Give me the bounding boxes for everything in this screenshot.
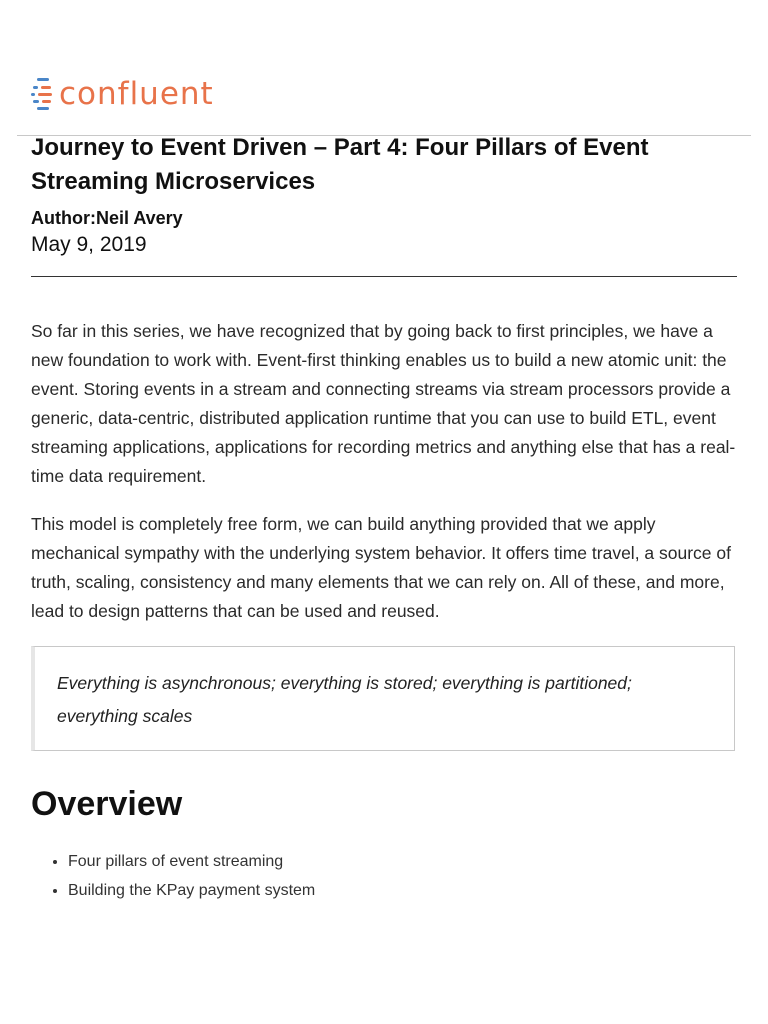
confluent-logo[interactable] <box>31 74 214 114</box>
list-item: • Four pillars of event streaming <box>68 847 315 876</box>
article-author: Author:Neil Avery <box>31 208 183 228</box>
body-paragraph: So far in this series, we have recognized that by going back to first principles, we have a new foundation to work with. Event-first thinking enables us to build a new atomic unit: the event. Storing events in a stream and connecting streams via stream processors provide a generic, data-centric, distributed application runtime that you can use to build ETL, event streaming applications, applications for recording metrics and anything else that has a real-time data requirement. <box>31 321 736 486</box>
confluent-logo-text: confluent <box>59 76 214 112</box>
list-item: • Building the KPay payment system <box>68 876 315 905</box>
meta-divider <box>31 276 737 277</box>
body-paragraph: This model is completely free form, we can build anything provided that we apply mechanical sympathy with the underlying system behavior. It offers time travel, a source of truth, scaling, consistency and many elements that we can rely on. All of these, and more, lead to design patterns that can be used and reused. <box>31 514 731 621</box>
blockquote <box>31 646 735 751</box>
section-heading-overview: Overview <box>31 785 183 823</box>
confluent-logo-mark-icon <box>31 74 55 114</box>
blockquote-text: Everything is asynchronous; everything is stored; everything is partitioned; everything scales <box>57 673 632 726</box>
overview-list <box>48 847 315 905</box>
article-title: Journey to Event Driven – Part 4: Four Pillars of Event Streaming Microservices <box>31 134 649 195</box>
article-date: May 9, 2019 <box>31 233 147 256</box>
